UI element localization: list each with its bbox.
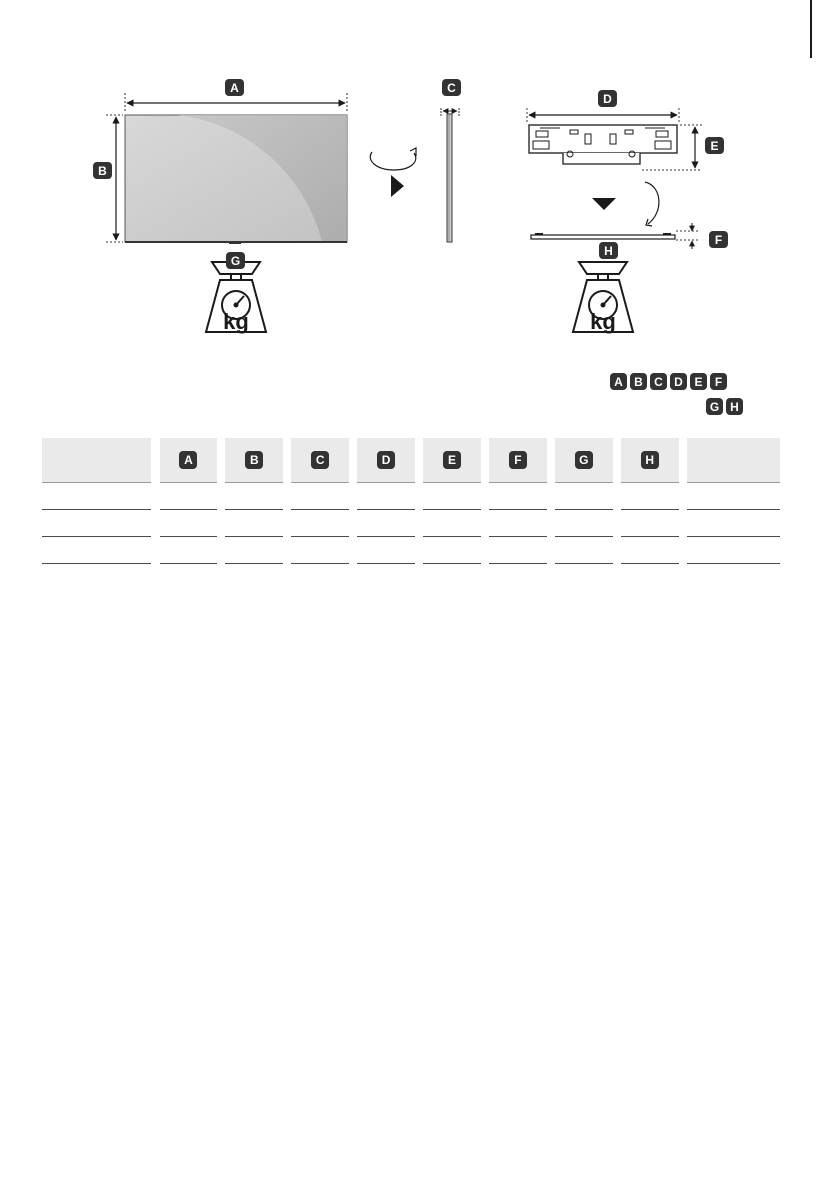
legend-badge: D — [670, 373, 687, 390]
rotate-arrow-icon — [370, 148, 416, 170]
legend-badge: A — [610, 373, 627, 390]
wall-bracket — [529, 125, 677, 164]
header-d: D — [357, 438, 415, 483]
bracket-side-view — [531, 233, 675, 239]
table-cell — [687, 483, 780, 510]
dimension-b — [93, 115, 123, 242]
table-cell — [555, 483, 613, 510]
header-a: A — [160, 438, 218, 483]
dimension-f — [676, 223, 728, 249]
bracket-weight-scale — [573, 242, 633, 334]
header-e: E — [423, 438, 481, 483]
table-cell — [160, 483, 218, 510]
tv-front-view — [125, 115, 347, 244]
header-last — [687, 438, 780, 483]
kg-label-h: kg — [590, 309, 616, 334]
table-cell — [489, 537, 547, 564]
spec-table-header — [42, 438, 780, 483]
label-g: G — [230, 254, 241, 268]
table-cell — [357, 537, 415, 564]
table-cell — [621, 510, 679, 537]
dimension-d — [527, 90, 679, 122]
table-cell — [687, 537, 780, 564]
label-h: H — [604, 244, 613, 258]
table-cell — [42, 510, 151, 537]
table-cell — [357, 483, 415, 510]
table-cell — [555, 537, 613, 564]
legend-badge: H — [726, 398, 743, 415]
header-f: F — [489, 438, 547, 483]
table-cell — [555, 510, 613, 537]
dimension-a — [125, 79, 347, 113]
label-a: A — [230, 81, 239, 95]
header-h: H — [621, 438, 679, 483]
legend-badge: C — [650, 373, 667, 390]
table-cell — [225, 510, 283, 537]
label-e: E — [710, 139, 719, 153]
legend-badge: F — [710, 373, 727, 390]
header-c: C — [291, 438, 349, 483]
table-cell — [423, 510, 481, 537]
table-cell — [291, 537, 349, 564]
legend-weights — [706, 398, 743, 415]
table-row — [42, 537, 780, 564]
curve-arrow-icon — [645, 182, 659, 226]
table-cell — [621, 537, 679, 564]
table-cell — [225, 483, 283, 510]
header-b: B — [225, 438, 283, 483]
table-cell — [423, 537, 481, 564]
legend-badge: E — [690, 373, 707, 390]
down-arrow-icon — [592, 198, 616, 210]
table-cell — [489, 483, 547, 510]
table-cell — [160, 537, 218, 564]
table-cell — [42, 537, 151, 564]
table-cell — [489, 510, 547, 537]
table-cell — [357, 510, 415, 537]
label-b: B — [98, 164, 107, 178]
dimension-diagram — [0, 0, 832, 360]
table-cell — [225, 537, 283, 564]
table-cell — [160, 510, 218, 537]
header-model — [42, 438, 151, 483]
next-arrow-icon — [391, 175, 404, 197]
header-g: G — [555, 438, 613, 483]
tv-weight-scale — [206, 252, 266, 334]
table-cell — [291, 510, 349, 537]
table-row — [42, 483, 780, 510]
tv-side-view — [441, 79, 461, 242]
table-cell — [423, 483, 481, 510]
table-cell — [291, 483, 349, 510]
label-d: D — [603, 92, 612, 106]
legend-badge: B — [630, 373, 647, 390]
legend-badge: G — [706, 398, 723, 415]
spec-table — [42, 438, 780, 564]
label-f: F — [714, 233, 723, 247]
table-cell — [42, 483, 151, 510]
table-cell — [687, 510, 780, 537]
kg-label-g: kg — [223, 309, 249, 334]
label-c: C — [447, 81, 456, 95]
table-cell — [621, 483, 679, 510]
legend-dimensions — [610, 373, 727, 390]
table-row — [42, 510, 780, 537]
